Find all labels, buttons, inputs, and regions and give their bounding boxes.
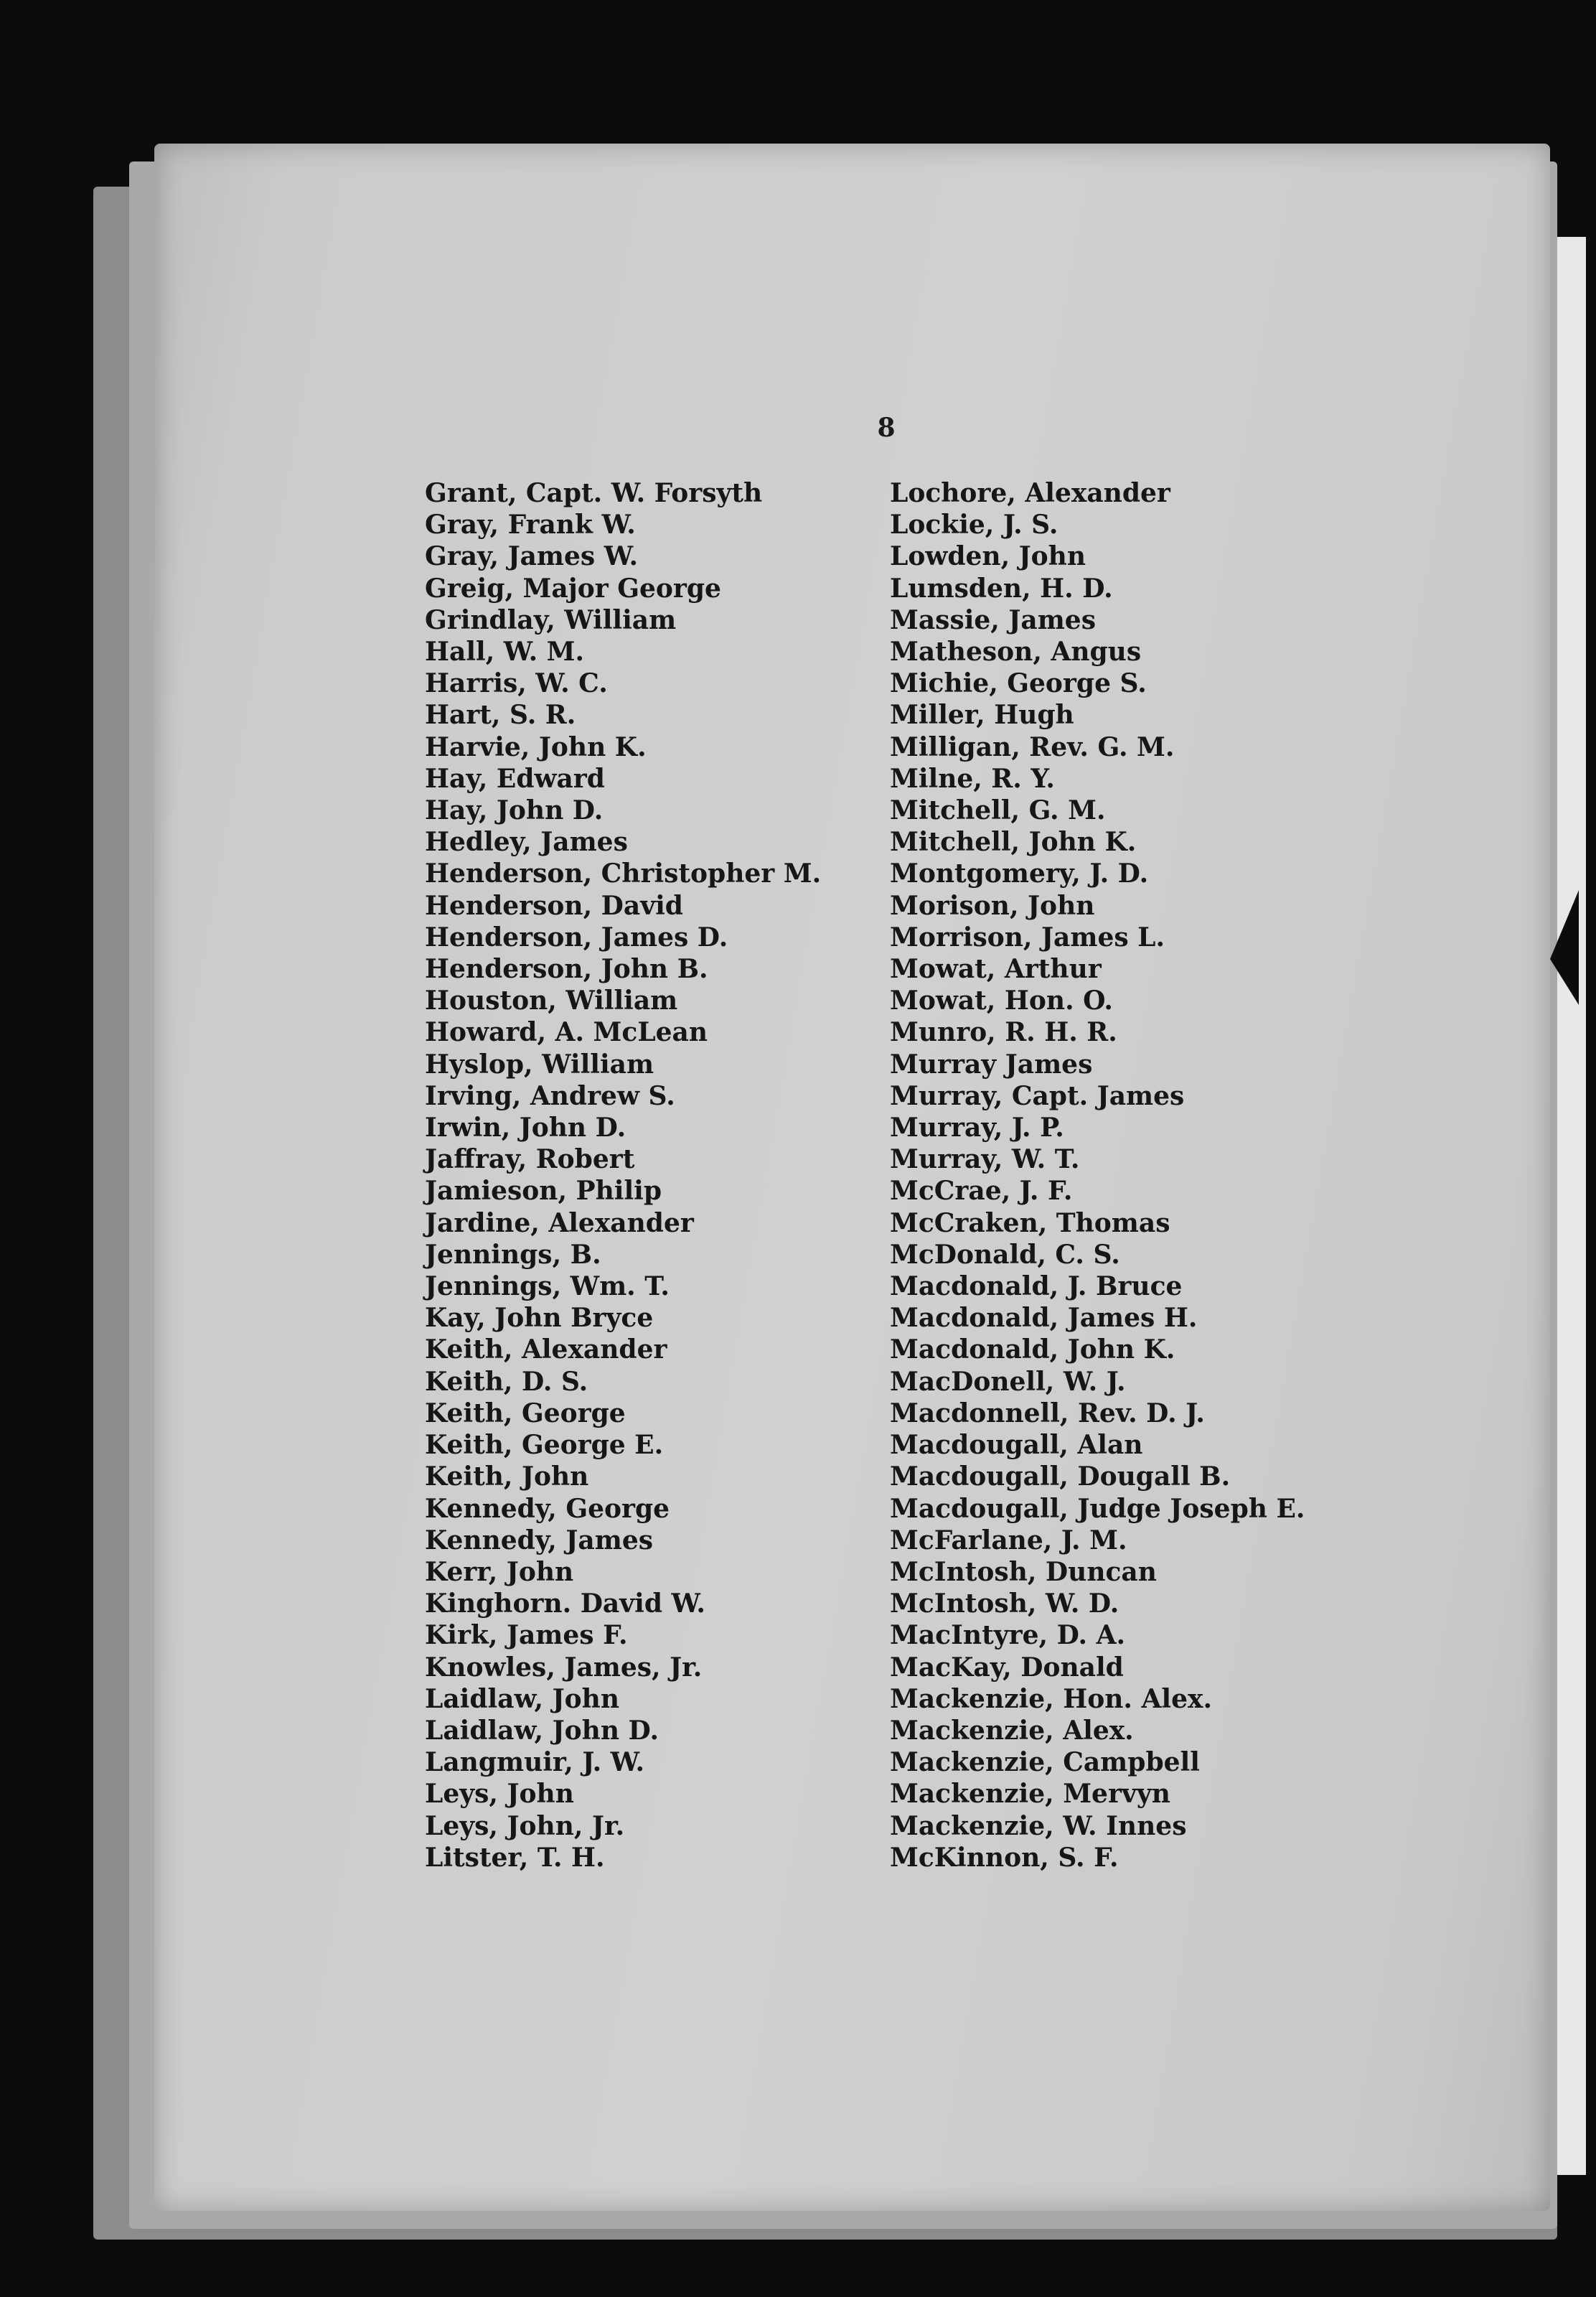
list-item: Kerr, John (425, 1556, 574, 1587)
list-item: Hay, John D. (425, 795, 604, 826)
list-item: Mitchell, John K. (890, 827, 1137, 858)
list-item: Knowles, James, Jr. (425, 1652, 703, 1683)
list-item: McIntosh, W. D. (890, 1589, 1119, 1619)
list-item: Langmuir, J. W. (425, 1747, 644, 1778)
list-item: Lochore, Alexander (890, 478, 1170, 508)
list-item: Lumsden, H. D. (890, 573, 1113, 604)
list-item: Macdonnell, Rev. D. J. (890, 1398, 1205, 1428)
list-item: Laidlaw, John D. (425, 1715, 659, 1746)
list-item: Mackenzie, Alex. (890, 1715, 1134, 1746)
list-item: Morison, John (890, 890, 1095, 921)
list-item: Mackenzie, Hon. Alex. (890, 1683, 1212, 1714)
list-item: Milligan, Rev. G. M. (890, 731, 1175, 762)
list-item: Kennedy, George (425, 1493, 670, 1524)
list-item: Macdonald, J. Bruce (890, 1271, 1183, 1302)
list-item: Keith, D. S. (425, 1366, 588, 1397)
list-item: Gray, James W. (425, 541, 639, 572)
list-item: Henderson, David (425, 890, 683, 921)
list-item: Grant, Capt. W. Forsyth (425, 478, 763, 508)
list-item: McIntosh, Duncan (890, 1556, 1157, 1587)
list-item: Hart, S. R. (425, 700, 576, 731)
list-item: Kennedy, James (425, 1525, 653, 1555)
list-item: MacIntyre, D. A. (890, 1620, 1126, 1651)
list-item: Kirk, James F. (425, 1620, 628, 1651)
list-item: Hyslop, William (425, 1049, 654, 1080)
list-item: Jamieson, Philip (425, 1176, 662, 1207)
list-item: Mackenzie, Campbell (890, 1747, 1200, 1778)
list-item: Jennings, Wm. T. (425, 1271, 670, 1302)
list-item: McFarlane, J. M. (890, 1525, 1127, 1555)
list-item: Murray James (890, 1049, 1093, 1080)
list-item: Hall, W. M. (425, 637, 585, 668)
list-item: McKinnon, S. F. (890, 1842, 1119, 1873)
list-item: Mowat, Hon. O. (890, 986, 1113, 1016)
list-item: Mitchell, G. M. (890, 795, 1106, 826)
list-item: Mackenzie, W. Innes (890, 1810, 1187, 1841)
list-item: Keith, George E. (425, 1430, 664, 1461)
list-item: Milne, R. Y. (890, 763, 1055, 794)
list-item: Leys, John, Jr. (425, 1810, 625, 1841)
list-item: Jardine, Alexander (425, 1207, 694, 1238)
list-item: Murray, Capt. James (890, 1080, 1185, 1111)
list-item: Hedley, James (425, 827, 628, 858)
list-item: Macdougall, Alan (890, 1430, 1143, 1461)
list-item: MacKay, Donald (890, 1652, 1124, 1683)
list-item: Henderson, James D. (425, 922, 728, 953)
page-number: 8 (877, 413, 896, 443)
list-item: Massie, James (890, 604, 1096, 635)
list-item: Matheson, Angus (890, 637, 1142, 668)
list-item: Litster, T. H. (425, 1842, 605, 1873)
list-item: Macdougall, Dougall B. (890, 1461, 1231, 1492)
list-item: Henderson, John B. (425, 954, 708, 985)
list-item: Kay, John Bryce (425, 1303, 654, 1334)
list-item: Murray, W. T. (890, 1144, 1080, 1175)
list-item: Michie, George S. (890, 668, 1147, 699)
list-item: Montgomery, J. D. (890, 859, 1149, 889)
document-page (154, 144, 1550, 2211)
list-item: Macdonald, John K. (890, 1334, 1175, 1365)
list-item: McDonald, C. S. (890, 1239, 1120, 1270)
list-item: Murray, J. P. (890, 1113, 1064, 1143)
list-item: Irving, Andrew S. (425, 1080, 675, 1111)
list-item: Jaffray, Robert (425, 1144, 635, 1175)
list-item: Greig, Major George (425, 573, 721, 604)
right-name-column (890, 477, 1305, 1873)
list-item: Houston, William (425, 986, 678, 1016)
list-item: McCrae, J. F. (890, 1176, 1073, 1207)
list-item: Gray, Frank W. (425, 510, 636, 541)
list-item: McCraken, Thomas (890, 1207, 1170, 1238)
list-item: Leys, John (425, 1779, 574, 1810)
list-item: Macdougall, Judge Joseph E. (890, 1493, 1305, 1524)
list-item: Keith, Alexander (425, 1334, 667, 1365)
list-item: Macdonald, James H. (890, 1303, 1198, 1334)
list-item: Keith, George (425, 1398, 626, 1428)
list-item: Howard, A. McLean (425, 1017, 708, 1048)
list-item: Irwin, John D. (425, 1113, 626, 1143)
list-item: Lowden, John (890, 541, 1086, 572)
list-item: Jennings, B. (425, 1239, 601, 1270)
list-item: Miller, Hugh (890, 700, 1074, 731)
list-item: Morrison, James L. (890, 922, 1165, 953)
list-item: Mackenzie, Mervyn (890, 1779, 1170, 1810)
list-item: Keith, John (425, 1461, 589, 1492)
list-item: Laidlaw, John (425, 1683, 620, 1714)
left-name-column (425, 477, 821, 1873)
list-item: Kinghorn. David W. (425, 1589, 705, 1619)
list-item: MacDonell, W. J. (890, 1366, 1126, 1397)
list-item: Grindlay, William (425, 604, 677, 635)
list-item: Henderson, Christopher M. (425, 859, 822, 889)
list-item: Lockie, J. S. (890, 510, 1058, 541)
adjacent-page-strip (1557, 237, 1586, 2175)
list-item: Mowat, Arthur (890, 954, 1102, 985)
list-item: Munro, R. H. R. (890, 1017, 1117, 1048)
list-item: Harvie, John K. (425, 731, 647, 762)
list-item: Harris, W. C. (425, 668, 608, 699)
list-item: Hay, Edward (425, 763, 605, 794)
